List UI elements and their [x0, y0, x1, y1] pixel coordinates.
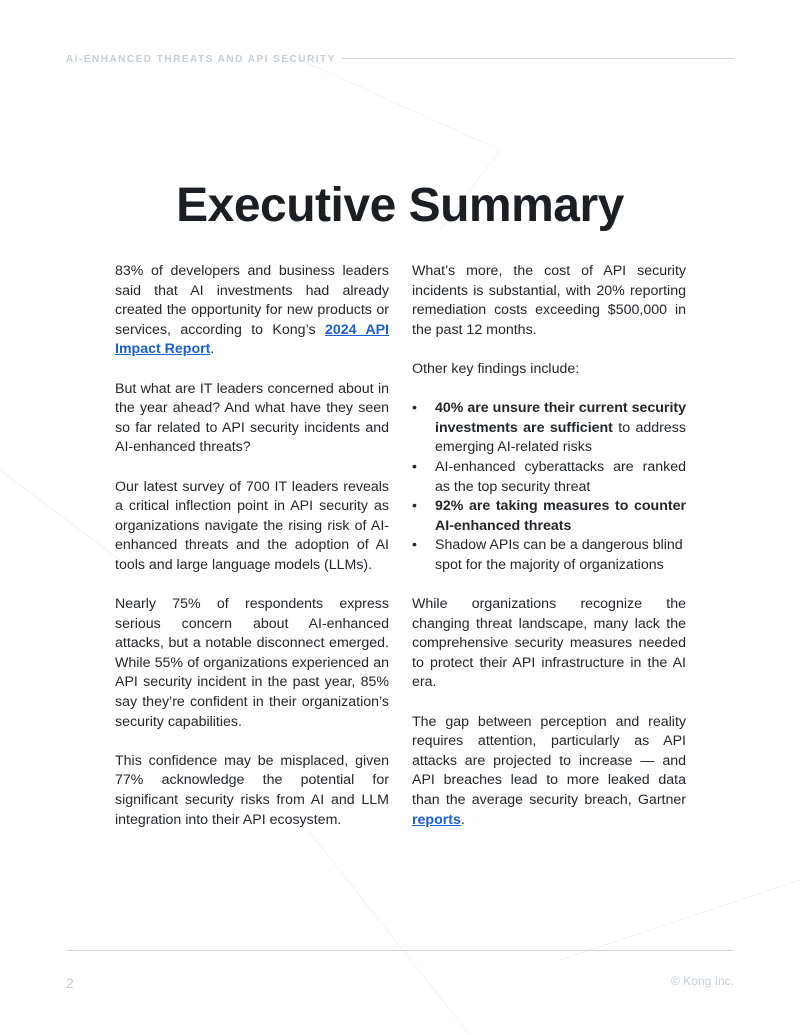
gartner-reports-link[interactable]: reports [412, 811, 461, 828]
api-impact-report-link[interactable]: 2024 API Impact Report [115, 321, 389, 358]
right-paragraph-3: While organizations recognize the changing threat landscape, many lack the comprehensive security measures needed to protect their API infrastructure in the AI era. [412, 596, 686, 691]
right-paragraph-1: What’s more, the cost of API security incidents is substantial, with 20% reporting remediation costs exceeding $500,000 in the past 12 months. [412, 263, 686, 338]
list-item [412, 458, 686, 497]
footer-divider [66, 950, 734, 951]
list-item [412, 399, 686, 458]
list-item-text: to address emerging AI-related risks [435, 419, 686, 456]
list-item-text: AI-enhanced cyberattacks are ranked as the top security threat [435, 458, 686, 495]
list-item-bold: 40% are unsure their current security investments are sufficient [435, 400, 686, 436]
right-paragraph-2: Other key findings include: [412, 360, 580, 377]
copyright-text: © Kong Inc. [671, 974, 734, 988]
bullet-icon: • [412, 458, 417, 475]
page-number: 2 [66, 975, 74, 991]
left-paragraph-1-text: 83% of developers and business leaders said that AI investments had already created the opportunity for new products or services, according to Kong’s [115, 263, 389, 338]
right-column [412, 262, 686, 850]
left-column [115, 262, 389, 850]
page-title: Executive Summary [176, 179, 624, 232]
bullet-icon: • [412, 537, 417, 554]
bullet-icon: • [412, 400, 417, 417]
list-item-text: Shadow APIs can be a dangerous blind spot for the majority of organizations [435, 537, 683, 573]
list-item [412, 497, 686, 536]
list-item-bold: 92% are taking measures to counter AI-enhanced threats [435, 498, 686, 534]
bullet-icon: • [412, 498, 417, 515]
header-label: AI-ENHANCED THREATS AND API SECURITY [66, 54, 336, 65]
left-paragraph-2: But what are IT leaders concerned about in the year ahead? And what have they seen so far related to API security incidents and AI-enhanced threats? [115, 380, 389, 456]
right-paragraph-4 [412, 713, 686, 831]
list-item [412, 536, 686, 575]
left-paragraph-3: Our latest survey of 700 IT leaders reveals a critical inflection point in API security as organizations navigate the rising risk of AI-enhanced threats and the adoption of AI tools and large language models (LLMs). [115, 478, 389, 573]
right-paragraph-4-end: . [460, 811, 465, 828]
key-findings-list [412, 399, 686, 575]
left-paragraph-5: This confidence may be misplaced, given 77% acknowledge the potential for significant security risks from AI and LLM integration into their API ecosystem. [115, 752, 389, 828]
left-paragraph-4: Nearly 75% of respondents express serious concern about AI-enhanced attacks, but a notable disconnect emerged. While 55% of organizations experienced an API security incident in the past year, 85% say they’re confident in their organization’s security capabilities. [115, 596, 389, 730]
header-divider [342, 58, 734, 59]
left-paragraph-1-end: . [210, 341, 215, 358]
right-paragraph-4-text: The gap between perception and reality requires attention, particularly as API attacks are projected to increase — and API breaches lead to more leaked data than the average security breach, Gartner [412, 713, 686, 809]
left-paragraph-1 [115, 262, 389, 360]
